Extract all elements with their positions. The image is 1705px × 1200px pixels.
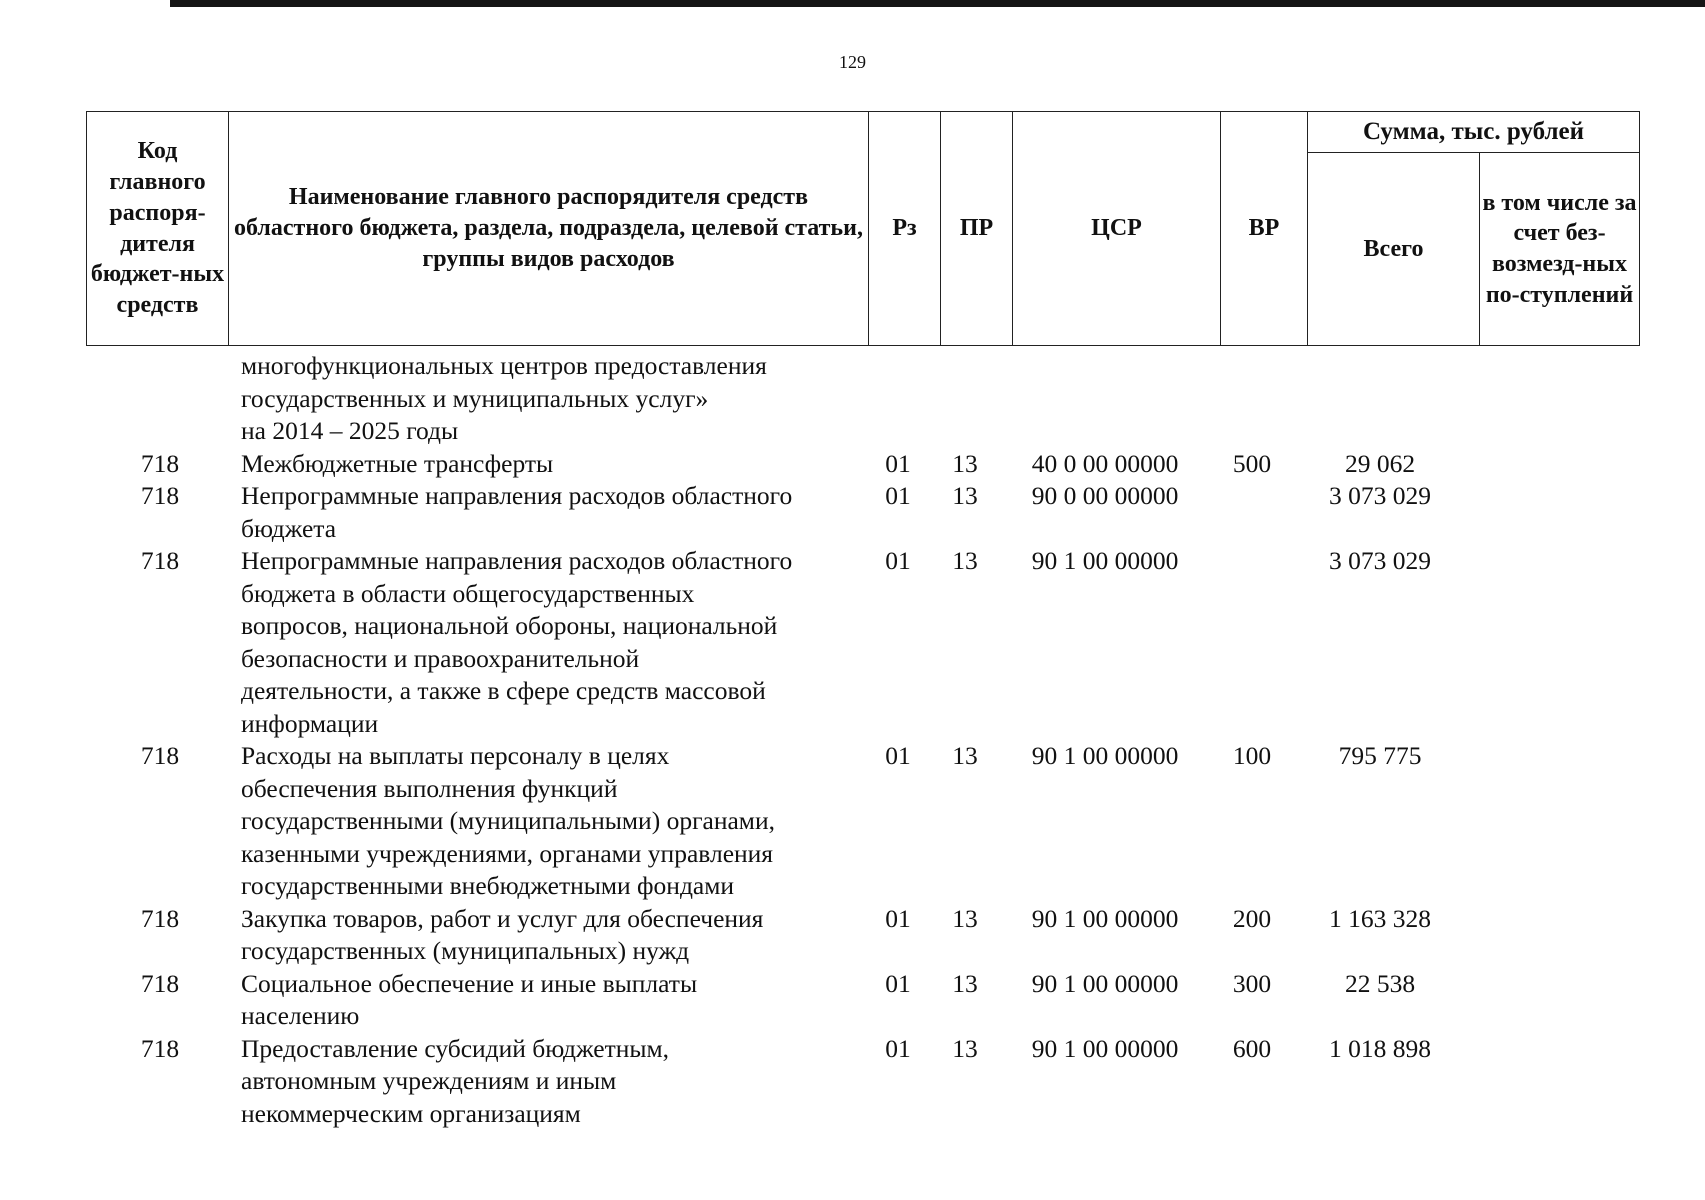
cell-csr: 90 1 00 00000 <box>1031 546 1179 575</box>
cell-vr: 500 <box>1232 448 1272 478</box>
cell-code: 718 <box>140 741 180 770</box>
top-border-line <box>170 0 1705 7</box>
cell-code: 718 <box>140 1033 180 1063</box>
cell-code: 718 <box>140 968 180 998</box>
table-row <box>0 545 1705 740</box>
table-header <box>86 111 1640 346</box>
cell-total: 795 775 <box>1338 741 1422 770</box>
cell-name: Непрограммные направления расходов областного бюджета <box>241 481 793 543</box>
cell-csr: 90 1 00 00000 <box>1031 1033 1179 1063</box>
cell-pr: 13 <box>952 968 978 998</box>
header-total: Всего <box>1307 152 1480 346</box>
cell-total: 1 018 898 <box>1329 1033 1431 1063</box>
header-free: в том числе за счет без-возмезд-ных по-ступлений <box>1479 152 1640 346</box>
cell-vr: 600 <box>1232 1033 1272 1063</box>
header-sum: Сумма, тыс. рублей <box>1307 111 1640 153</box>
cell-name: Предоставление субсидий бюджетным, автономным учреждениям и иным некоммерческим организациям <box>241 1033 670 1128</box>
table-row <box>0 903 1705 968</box>
table-body <box>0 350 1705 1130</box>
cell-csr: 40 0 00 00000 <box>1031 448 1179 478</box>
cell-total: 3 073 029 <box>1329 481 1431 510</box>
cell-name: Межбюджетные трансферты <box>241 448 554 478</box>
cell-vr: 300 <box>1232 968 1272 998</box>
cell-code: 718 <box>140 448 180 478</box>
table-row <box>0 350 1705 448</box>
cell-rz: 01 <box>885 1033 911 1063</box>
cell-pr: 13 <box>952 1033 978 1063</box>
header-rz: Рз <box>868 111 941 346</box>
cell-code: 718 <box>140 546 180 575</box>
cell-pr: 13 <box>952 903 978 933</box>
header-vr: ВР <box>1220 111 1308 346</box>
table-row <box>0 1033 1705 1131</box>
header-csr: ЦСР <box>1012 111 1221 346</box>
cell-pr: 13 <box>952 481 978 510</box>
page-number: 129 <box>839 52 866 72</box>
cell-csr: 90 0 00 00000 <box>1031 481 1179 510</box>
cell-code: 718 <box>140 903 180 933</box>
cell-name: Расходы на выплаты персоналу в целях обеспечения выполнения функций государственными (муниципальными) органами, казенными учреждениями, органами управления государственными внебюджетными фондами <box>241 741 775 900</box>
cell-total: 1 163 328 <box>1329 903 1431 933</box>
cell-rz: 01 <box>885 546 911 575</box>
table-row <box>0 740 1705 903</box>
cell-csr: 90 1 00 00000 <box>1031 741 1179 770</box>
table-row <box>0 448 1705 481</box>
cell-rz: 01 <box>885 448 911 478</box>
cell-vr: 200 <box>1232 903 1272 933</box>
cell-name: Закупка товаров, работ и услуг для обеспечения государственных (муниципальных) нужд <box>241 903 764 965</box>
cell-name: Непрограммные направления расходов областного бюджета в области общегосударственных вопросов, национальной обороны, национальной безопасности и правоохранительной деятельности, а также в сфере средств массовой информации <box>241 546 793 738</box>
cell-vr: 100 <box>1232 741 1272 770</box>
cell-total: 22 538 <box>1344 968 1416 998</box>
cell-total: 29 062 <box>1344 448 1416 478</box>
cell-pr: 13 <box>952 741 978 770</box>
cell-rz: 01 <box>885 481 911 510</box>
cell-csr: 90 1 00 00000 <box>1031 903 1179 933</box>
cell-code: 718 <box>140 481 180 510</box>
cell-total: 3 073 029 <box>1329 546 1431 575</box>
header-name: Наименование главного распорядителя средств областного бюджета, раздела, подраздела, целевой статьи, группы видов расходов <box>228 111 869 346</box>
table-row <box>0 480 1705 545</box>
cell-rz: 01 <box>885 968 911 998</box>
header-pr: ПР <box>940 111 1013 346</box>
cell-name: Социальное обеспечение и иные выплаты населению <box>241 968 698 1030</box>
cell-rz: 01 <box>885 903 911 933</box>
cell-pr: 13 <box>952 546 978 575</box>
cell-csr: 90 1 00 00000 <box>1031 968 1179 998</box>
cell-rz: 01 <box>885 741 911 770</box>
cell-pr: 13 <box>952 448 978 478</box>
cell-name: многофункциональных центров предоставления государственных и муниципальных услуг» на 2014 – 2025 годы <box>241 351 767 445</box>
table-row <box>0 968 1705 1033</box>
header-code: Код главного распоря-дителя бюджет-ных средств <box>86 111 229 346</box>
